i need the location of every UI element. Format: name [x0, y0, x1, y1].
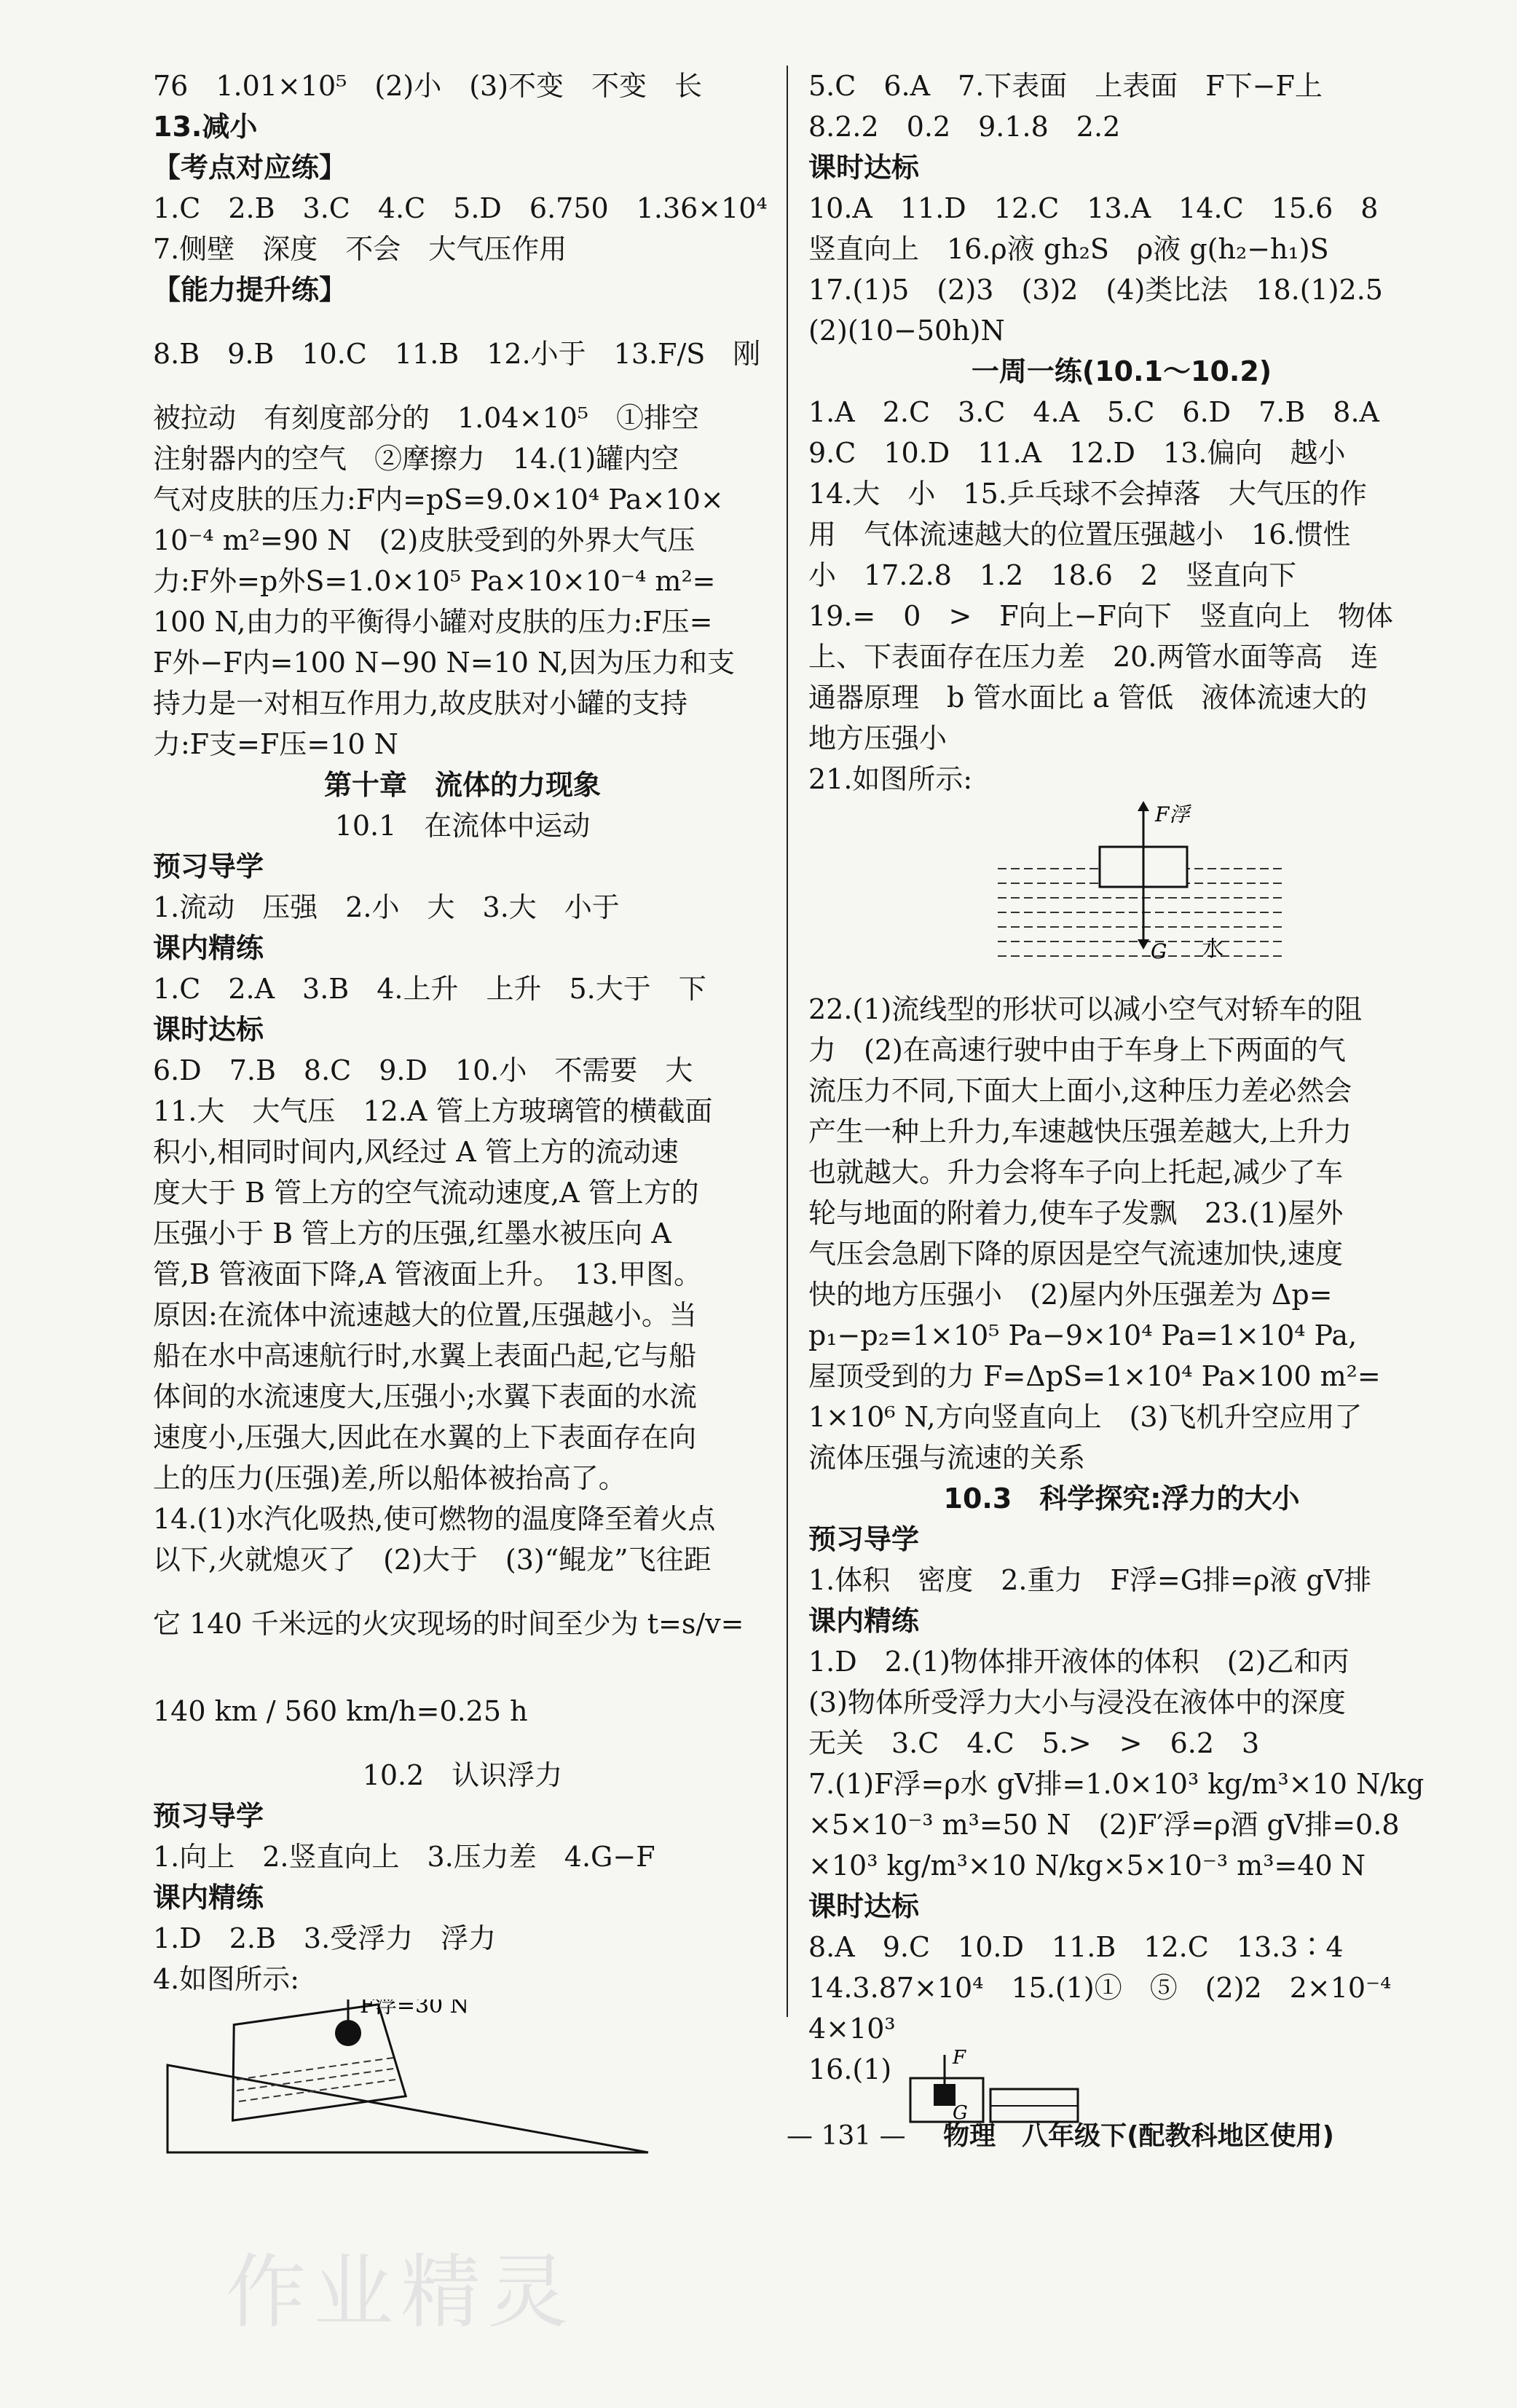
- answer-line: ×10³ kg/m³×10 N/kg×5×10⁻³ m³=40 N: [808, 1850, 1366, 1882]
- answer-line: 1.C 2.A 3.B 4.上升 上升 5.大于 下: [153, 973, 706, 1005]
- answer-line: 上、下表面存在压力差 20.两管水面等高 连: [808, 641, 1379, 673]
- page-number: — 131 —: [787, 2121, 906, 2151]
- answer-line: 无关 3.C 4.C 5.> > 6.2 3: [808, 1727, 1260, 1759]
- section-heading: 【能力提升练】: [153, 274, 347, 306]
- answer-line: 7.(1)F浮=ρ水 gV排=1.0×10³ kg/m³×10 N/kg: [808, 1768, 1425, 1800]
- answer-line: 21.如图所示:: [808, 763, 973, 795]
- answer-line: 竖直向上 16.ρ液 gh₂S ρ液 g(h₂−h₁)S: [808, 233, 1329, 265]
- answer-line: 通器原理 b 管水面比 a 管低 液体流速大的: [808, 682, 1368, 714]
- page-footer: [787, 2115, 1515, 2152]
- answer-line: 4.如图所示:: [153, 1963, 300, 1995]
- answer-line: 气压会急剧下降的原因是空气流速加快,速度: [808, 1238, 1344, 1270]
- answer-line: 5.C 6.A 7.下表面 上表面 F下−F上: [808, 70, 1323, 102]
- answer-line: 它 140 千米远的火灾现场的时间至少为 t=s/v=: [153, 1608, 744, 1640]
- answer-line: 19.= 0 > F向上−F向下 竖直向上 物体: [808, 600, 1393, 632]
- answer-line: 100 N,由力的平衡得小罐对皮肤的压力:F压=: [153, 606, 713, 638]
- subsection-heading: 课时达标: [808, 1890, 920, 1922]
- section-title: 10.3 科学探究:浮力的大小: [943, 1483, 1300, 1515]
- answer-line: 8.B 9.B 10.C 11.B 12.小于 13.F/S 刚: [153, 338, 761, 370]
- answer-line: 屋顶受到的力 F=ΔpS=1×10⁴ Pa×100 m²=: [808, 1360, 1381, 1392]
- answer-line: 注射器内的空气 ②摩擦力 14.(1)罐内空: [153, 443, 679, 475]
- answer-line: 11.大 大气压 12.A 管上方玻璃管的横截面: [153, 1095, 713, 1127]
- answer-line: 1.向上 2.竖直向上 3.压力差 4.G−F: [153, 1841, 655, 1873]
- answer-line: 22.(1)流线型的形状可以减小空气对轿车的阻: [808, 993, 1363, 1025]
- answer-line: 8.2.2 0.2 9.1.8 2.2: [808, 111, 1121, 143]
- answer-line: 9.C 10.D 11.A 12.D 13.偏向 越小: [808, 437, 1346, 469]
- answer-line: (2)(10−50h)N: [808, 315, 1005, 347]
- figure-floating-block: [808, 800, 1435, 989]
- answer-line: 14.(1)水汽化吸热,使可燃物的温度降至着火点: [153, 1503, 716, 1535]
- answer-line: 船在水中高速航行时,水翼上表面凸起,它与船: [153, 1340, 697, 1372]
- answer-line: 8.A 9.C 10.D 11.B 12.C 13.3∶4: [808, 1931, 1344, 1963]
- answer-line: 流体压强与流速的关系: [808, 1442, 1086, 1474]
- answer-line: 用 气体流速越大的位置压强越小 16.惯性: [808, 518, 1351, 550]
- force-label: F: [953, 2049, 966, 2069]
- answer-line: 积小,相同时间内,风经过 A 管上方的流动速: [153, 1136, 679, 1168]
- answer-line: 1.C 2.B 3.C 4.C 5.D 6.750 1.36×10⁴: [153, 192, 768, 224]
- answer-line: 140 km / 560 km/h=0.25 h: [153, 1695, 528, 1727]
- watermark: 作业精灵: [226, 2246, 575, 2339]
- answer-line: 1×10⁶ N,方向竖直向上 (3)飞机升空应用了: [808, 1401, 1363, 1433]
- answer-line: 1.流动 压强 2.小 大 3.大 小于: [153, 891, 620, 923]
- answer-line: 76 1.01×10⁵ (2)小 (3)不变 不变 长: [153, 70, 703, 102]
- answer-line: 上的压力(压强)差,所以船体被抬高了。: [153, 1462, 626, 1494]
- answer-line: 6.D 7.B 8.C 9.D 10.小 不需要 大: [153, 1054, 693, 1086]
- answer-line: 地方压强小: [808, 722, 947, 754]
- answer-line: 被拉动 有刻度部分的 1.04×10⁵ ①排空: [153, 402, 700, 434]
- answer-line: (3)物体所受浮力大小与浸没在液体中的深度: [808, 1686, 1346, 1718]
- left-column: [153, 66, 772, 2174]
- answer-line: 17.(1)5 (2)3 (3)2 (4)类比法 18.(1)2.5: [808, 274, 1383, 306]
- section-title: 10.2 认识浮力: [362, 1759, 563, 1791]
- section-title: 10.1 在流体中运动: [334, 810, 591, 842]
- answer-line: 以下,火就熄灭了 (2)大于 (3)“鲲龙”飞往距: [153, 1544, 712, 1576]
- answer-line: ×5×10⁻³ m³=50 N (2)F′浮=ρ酒 gV排=0.8: [808, 1809, 1400, 1841]
- answer-line: 持力是一对相互作用力,故皮肤对小罐的支持: [153, 687, 688, 719]
- answer-line: 力 (2)在高速行驶中由于车身上下两面的气: [808, 1034, 1346, 1066]
- answer-line: 力:F支=F压=10 N: [153, 728, 398, 760]
- gravity-label: G: [1151, 939, 1167, 963]
- subsection-heading: 课内精练: [153, 1882, 264, 1914]
- figure-incline-beaker: [153, 2000, 772, 2174]
- answer-line: 体间的水流速度大,压强小;水翼下表面的水流: [153, 1381, 697, 1413]
- answer-line: 力:F外=p外S=1.0×10⁵ Pa×10×10⁻⁴ m²=: [153, 565, 716, 597]
- subsection-heading: 课时达标: [808, 151, 920, 183]
- subsection-heading: 预习导学: [153, 850, 264, 883]
- subsection-heading: 课内精练: [808, 1605, 920, 1637]
- subsection-heading: 课时达标: [153, 1014, 264, 1046]
- buoyancy-label: F浮=30 N: [360, 2000, 469, 2018]
- answer-line: 度大于 B 管上方的空气流动速度,A 管上方的: [153, 1177, 699, 1209]
- answer-line: 1.体积 密度 2.重力 F浮=G排=ρ液 gV排: [808, 1564, 1372, 1596]
- answer-line: 管,B 管液面下降,A 管液面上升。 13.甲图。: [153, 1258, 702, 1290]
- answer-line: 14.3.87×10⁴ 15.(1)① ⑤ (2)2 2×10⁻⁴: [808, 1972, 1392, 2004]
- answer-line: 速度小,压强大,因此在水翼的上下表面存在向: [153, 1421, 697, 1453]
- answer-line: 4×10³: [808, 2013, 896, 2045]
- answer-line: 16.(1): [808, 2053, 892, 2085]
- floating-block-diagram: [808, 800, 1435, 989]
- subsection-heading: 预习导学: [153, 1800, 264, 1832]
- answer-line: 1.A 2.C 3.C 4.A 5.C 6.D 7.B 8.A: [808, 396, 1379, 428]
- answer-line: 轮与地面的附着力,使车子发飘 23.(1)屋外: [808, 1197, 1344, 1229]
- answer-line: p₁−p₂=1×10⁵ Pa−9×10⁴ Pa=1×10⁴ Pa,: [808, 1319, 1358, 1351]
- right-column: [808, 66, 1435, 2129]
- answer-line: 也就越大。升力会将车子向上托起,减少了车: [808, 1156, 1344, 1188]
- answer-line: 小 17.2.8 1.2 18.6 2 竖直向下: [808, 559, 1297, 591]
- subsection-heading: 课内精练: [153, 932, 264, 964]
- incline-beaker-diagram: [153, 2000, 663, 2174]
- answer-line: 10.A 11.D 12.C 13.A 14.C 15.6 8: [808, 192, 1379, 224]
- column-divider: [787, 66, 788, 2017]
- buoyancy-label: F浮: [1155, 802, 1190, 826]
- answer-line: 14.大 小 15.乒乓球不会掉落 大气压的作: [808, 478, 1367, 510]
- answer-line: 1.D 2.(1)物体排开液体的体积 (2)乙和丙: [808, 1646, 1349, 1678]
- water-label: 水: [1202, 936, 1224, 962]
- answer-line: F外−F内=100 N−90 N=10 N,因为压力和支: [153, 647, 735, 679]
- answer-line: 13.减小: [153, 111, 258, 143]
- gravity-label: G: [953, 2102, 968, 2124]
- answer-line: 7.侧壁 深度 不会 大气压作用: [153, 233, 567, 265]
- chapter-title: 第十章 流体的力现象: [323, 769, 601, 801]
- answer-line: 产生一种上升力,车速越快压强差越大,上升力: [808, 1116, 1352, 1148]
- section-heading: 【考点对应练】: [153, 151, 347, 183]
- answer-line: 气对皮肤的压力:F内=pS=9.0×10⁴ Pa×10×: [153, 483, 724, 516]
- answer-line: 原因:在流体中流速越大的位置,压强越小。当: [153, 1299, 697, 1331]
- subsection-heading: 预习导学: [808, 1523, 920, 1555]
- answer-line: 压强小于 B 管上方的压强,红墨水被压向 A: [153, 1217, 671, 1250]
- answer-line: 10⁻⁴ m²=90 N (2)皮肤受到的外界大气压: [153, 524, 696, 556]
- answer-line: 1.D 2.B 3.受浮力 浮力: [153, 1922, 497, 1954]
- answer-line: 快的地方压强小 (2)屋内外压强差为 Δp=: [808, 1279, 1333, 1311]
- section-title: 一周一练(10.1～10.2): [971, 355, 1272, 387]
- book-title: 物理 八年级下(配教科地区使用): [943, 2121, 1334, 2151]
- answer-line: 流压力不同,下面大上面小,这种压力差必然会: [808, 1075, 1352, 1107]
